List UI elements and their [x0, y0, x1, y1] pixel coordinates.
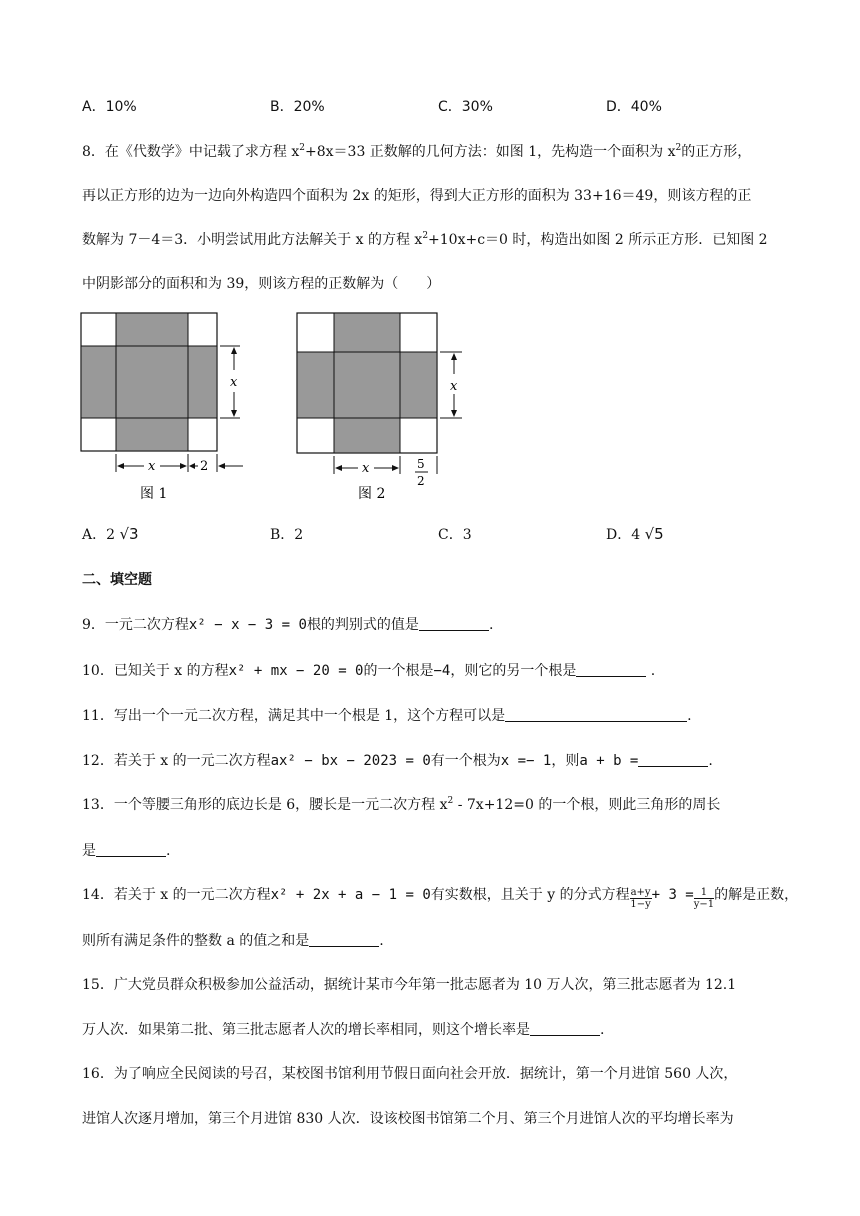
fig1-x-label-bottom: x	[148, 459, 156, 474]
q13-line-2: 是 .	[82, 843, 171, 859]
q7-option-d: D．40%	[606, 99, 662, 115]
q14-line-1: 14．若关于 x 的一元二次方程x² + 2x + a − 1 = 0有实数根，且关于 y 的分式方程 $\frac{a+y}{1-y}$ + 3 = $\frac{1}{y-1}$ 的解是正数，	[82, 887, 799, 910]
q9: 9．一元二次方程x² − x − 3 = 0根的判别式的值是 .	[82, 617, 494, 633]
fig1-x-label-right: x	[230, 375, 238, 390]
q7-option-c: C．30%	[438, 99, 493, 115]
fig2-shaded-horizontal	[297, 352, 437, 418]
fig1-shaded-horizontal	[81, 346, 217, 418]
q10: 10．已知关于 x 的方程x² + mx − 20 = 0的一个根是−4，则它的另一个根是 .	[82, 663, 656, 679]
q15-answer-blank	[530, 1021, 600, 1036]
q15-line-2: 万人次．如果第二批、第三批志愿者人次的增长率相同，则这个增长率是 .	[82, 1022, 605, 1038]
q15-line-1: 15．广大党员群众积极参加公益活动，据统计某市今年第一批志愿者为 10 万人次，第三批志愿者为 12.1	[82, 977, 737, 993]
q10-answer-blank	[576, 662, 646, 677]
q12-answer-blank	[638, 752, 708, 767]
q8-line-4: 中阴影部分的面积和为 39，则该方程的正数解为（ ）	[82, 276, 441, 292]
q13-line-1: 13．一个等腰三角形的底边长是 6，腰长是一元二次方程 $x^2 - 7x+12=0$ 的一个根，则此三角形的周长	[82, 796, 721, 813]
q8-option-a: A．2 √3	[82, 525, 139, 543]
fig2-x-label-bottom: x	[362, 461, 370, 476]
q14-line-2: 则所有满足条件的整数 a 的值之和是 .	[82, 933, 384, 949]
q11: 11．写出一个一元二次方程，满足其中一个根是 1，这个方程可以是 .	[82, 708, 692, 724]
fig2-width-denominator: 2	[417, 474, 425, 488]
fig1-caption: 图 1	[140, 486, 168, 502]
q16-line-1: 16．为了响应全民阅读的号召，某校图书馆利用节假日面向社会开放．据统计，第一个月进馆 560 人次，	[82, 1066, 738, 1082]
fig2-caption: 图 2	[358, 486, 386, 502]
q14-answer-blank	[309, 932, 379, 947]
fig2-width-numerator: 5	[417, 457, 425, 471]
q7-option-a: A．10%	[82, 99, 137, 115]
q8-option-d: D．4 √5	[606, 525, 664, 543]
q12: 12．若关于 x 的一元二次方程ax² − bx − 2023 = 0有一个根为x =− 1，则a + b = .	[82, 753, 713, 769]
q13-answer-blank	[96, 842, 166, 857]
q8-option-b: B．2	[270, 527, 304, 543]
q8-line-1: 8．在《代数学》中记载了求方程 $x^2+8x=33$ 正数解的几何方法：如图 1，先构造一个面积为 $x^2$的正方形，	[82, 143, 752, 160]
q8-option-c: C．3	[438, 527, 472, 543]
fig1-width-label: 2	[200, 459, 209, 474]
section-title: 二、填空题	[82, 572, 152, 588]
q11-answer-blank	[505, 707, 687, 722]
figure-1	[80, 312, 250, 504]
fig2-x-label-right: x	[450, 379, 458, 394]
q16-line-2: 进馆人次逐月增加，第三个月进馆 830 人次．设该校图书馆第二个月、第三个月进馆人次的平均增长率为	[82, 1111, 734, 1127]
q8-line-3: 数解为 7－4＝3．小明尝试用此方法解关于 x 的方程 $x^2+10x+c=0$ 时，构造出如图 2 所示正方形．已知图 2	[82, 231, 768, 248]
q8-line-2: 再以正方形的边为一边向外构造四个面积为 2x 的矩形，得到大正方形的面积为 33+16＝49，则该方程的正	[82, 188, 752, 204]
q9-answer-blank	[419, 616, 489, 631]
q7-option-b: B．20%	[270, 99, 325, 115]
figure-2	[296, 312, 472, 504]
